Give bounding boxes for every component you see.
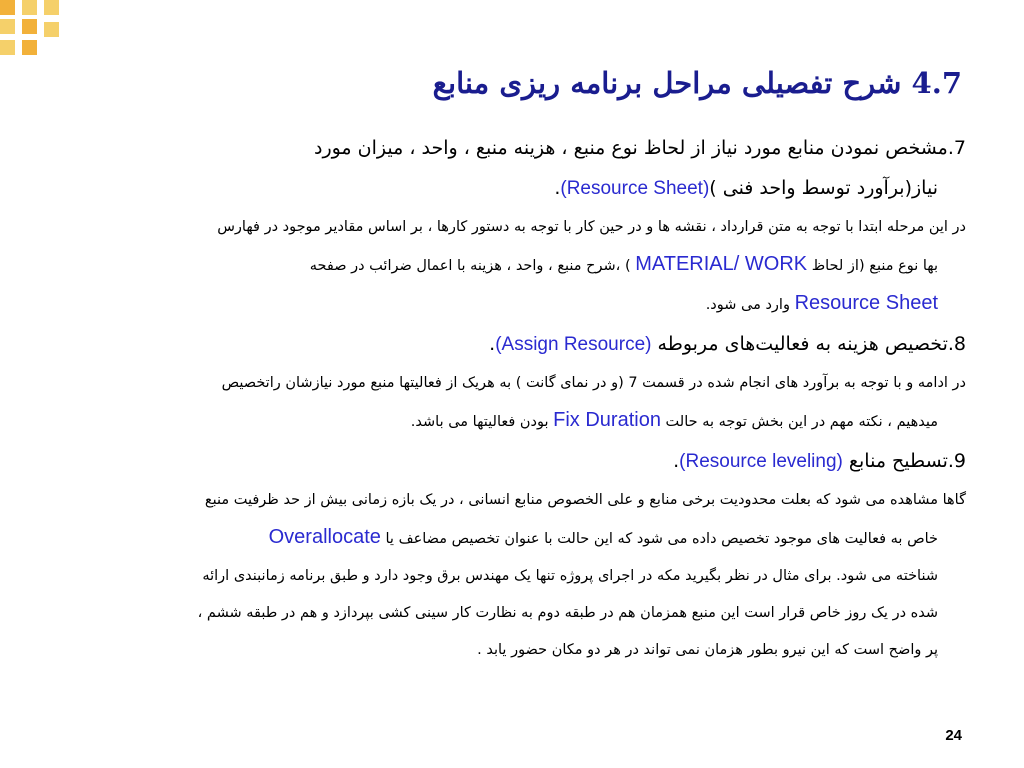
decor-square [44, 22, 59, 37]
item7-heading-text: نیاز(برآورد توسط واحد فنی ) [709, 177, 938, 199]
decor-square [0, 0, 15, 15]
item7-paragraph-line1: در این مرحله ابتدا با توجه به متن قرارداد ، نقشه ها و در حین کار با توجه به دستور کارها ، بر اساس مقادیر موجود در فهارس [217, 219, 966, 235]
item9-paragraph-text: خاص به فعالیت های موجود تخصیص داده می شود که این حالت با عنوان تخصیص مضاعف یا [380, 531, 938, 547]
item7-paragraph-line2 [64, 246, 966, 285]
item9-paragraph-line5: پر واضح است که این نیرو بطور هزمان نمی تواند در هر دو مکان حضور یابد . [477, 642, 938, 658]
resource-sheet-term: Resource Sheet [794, 292, 938, 314]
resource-leveling-term: (Resource leveling) [679, 451, 843, 472]
item9-paragraph-line2 [64, 519, 966, 558]
item7-paragraph-text: ) ،شرح منبع ، واحد ، هزینه با اعمال ضرائب در صفحه [309, 258, 636, 274]
item9-paragraph-line3: شناخته می شود. برای مثال در نظر بگیرید مکه در اجرای پروژه تنها یک مهندس برق وجود دارد و طبق برنامه زمانبندی ارائه [202, 568, 938, 584]
item7-paragraph-line3 [64, 285, 966, 324]
item8-heading-period: . [489, 333, 496, 355]
item8-paragraph-text: بودن فعالیتها می باشد. [410, 414, 554, 430]
item7-paragraph-text: وارد می شود. [705, 297, 795, 313]
slide-title: 4.7 شرح تفصیلی مراحل برنامه ریزی منابع [432, 66, 962, 100]
decor-square [44, 0, 59, 15]
item8-paragraph-line1: در ادامه و با توجه به برآورد های انجام شده در قسمت 7 (و در نمای گانت ) به هریک از فعالیتها منبع مورد نیازشان راتخصیص [221, 375, 966, 391]
assign-resource-term: (Assign Resource) [495, 334, 652, 355]
item8-heading [64, 324, 966, 365]
decor-square [22, 19, 37, 34]
overallocate-term: Overallocate [268, 526, 381, 548]
item7-heading-line2 [64, 168, 966, 209]
decor-square [0, 40, 15, 55]
item9-heading-text: 9.تسطیح منابع [842, 450, 966, 472]
item7-heading-period: . [554, 177, 561, 199]
material-work-term: MATERIAL/ WORK [635, 253, 808, 275]
item9-heading [64, 441, 966, 482]
page-number: 24 [945, 727, 962, 744]
item7-paragraph-text: بها نوع منبع (از لحاظ [807, 258, 938, 274]
item8-paragraph-text: میدهیم ، نکته مهم در این بخش توجه به حالت [660, 414, 938, 430]
decor-square [0, 19, 15, 34]
item8-paragraph-line2 [64, 402, 966, 441]
item9-heading-period: . [673, 450, 680, 472]
item8-heading-text: 8.تخصیص هزینه به فعالیت‌های مربوطه [651, 333, 966, 355]
item7-heading-line1: 7.مشخص نمودن منابع مورد نیاز از لحاظ نوع منبع ، هزینه منبع ، واحد ، میزان مورد [313, 137, 966, 159]
item9-paragraph-line4: شده در یک روز خاص قرار است این منبع همزمان هم در طبقه دوم به نظارت کار سینی کشی بپردازد و هم در طبقه ششم ، [197, 605, 938, 621]
resource-sheet-term: (Resource Sheet) [560, 178, 710, 199]
fix-duration-term: Fix Duration [553, 409, 661, 431]
decor-square [22, 0, 37, 15]
slide-body [64, 128, 966, 669]
decor-square [22, 40, 37, 55]
item9-paragraph-line1: گاها مشاهده می شود که بعلت محدودیت برخی منابع و علی الخصوص منابع انسانی ، در یک بازه زمانی بیش از حد ظرفیت منبع [204, 492, 966, 508]
